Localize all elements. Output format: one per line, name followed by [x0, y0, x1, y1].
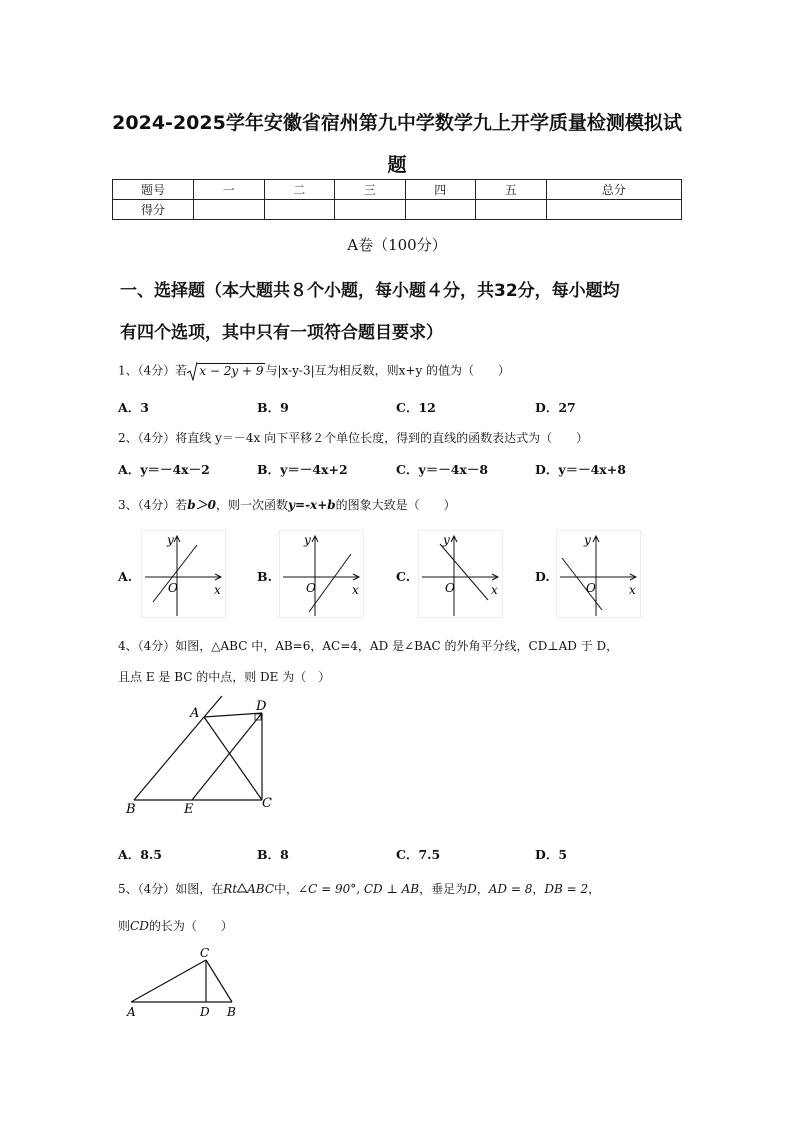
q5-line2-suffix: 的长为（ ）: [148, 919, 233, 933]
page-title-line1: 2024-2025学年安徽省宿州第九中学数学九上开学质量检测模拟试: [112, 112, 682, 134]
score-table: [112, 179, 682, 220]
q5-foot: D: [467, 882, 477, 896]
q5-cd: CD: [130, 919, 149, 933]
q1-option-c[interactable]: C．12: [396, 400, 436, 415]
section1-heading-line1: 一、选择题（本大题共８个小题，每小题４分，共32分，每小题均: [120, 281, 620, 301]
paper-a-heading: A卷（100分）: [347, 236, 447, 254]
question-1: [118, 361, 510, 381]
q4-option-c[interactable]: C．7.5: [396, 847, 441, 862]
q4-option-b[interactable]: B．8: [257, 847, 289, 862]
score-cell[interactable]: [264, 200, 335, 220]
score-cell[interactable]: [194, 200, 265, 220]
question-2: 2、（4分）将直线 y＝－4x 向下平移２个单位长度，得到的直线的函数表达式为（ ）: [118, 431, 589, 445]
q4-label-e: E: [184, 802, 194, 817]
graph-b-origin-label: O: [306, 581, 316, 595]
q4-option-a[interactable]: A．8.5: [118, 847, 162, 862]
sqrt-icon: [187, 361, 197, 381]
q5-triangle: ABC: [247, 882, 275, 896]
q5-db: DB = 2: [544, 882, 589, 896]
q5-rt: Rt: [223, 882, 238, 896]
q5-label-a: A: [127, 1005, 136, 1019]
question-4-line2: 且点 E 是 BC 的中点，则 DE 为（ ）: [118, 670, 331, 684]
q5-label-b: B: [227, 1005, 236, 1019]
q5-ad: AD = 8: [488, 882, 533, 896]
score-header-cell: 总分: [546, 180, 682, 200]
question-4-line1: 4、（4分）如图，△ABC 中，AB=6，AC=4，AD 是∠BAC 的外角平分线，CD⊥AD 于 D，: [118, 639, 619, 653]
graph-d-x-label: x: [629, 583, 636, 597]
q3-suffix: 的图象大致是（ ）: [335, 498, 456, 512]
q4-label-a: A: [190, 706, 200, 721]
q3-option-d-label[interactable]: D.: [535, 569, 550, 584]
q4-label-c: C: [262, 796, 272, 811]
graph-a-y-label: y: [167, 533, 174, 547]
q1-radicand: x − 2y + 9: [199, 363, 264, 378]
q1-option-b[interactable]: B．9: [257, 400, 289, 415]
q1-radical: [187, 361, 265, 381]
q5-mid: 中，: [274, 882, 299, 896]
score-cell[interactable]: [405, 200, 476, 220]
q5-figure: [120, 940, 250, 1020]
q3-option-b-label[interactable]: B.: [257, 569, 272, 584]
score-header-cell: 二: [264, 180, 335, 200]
graph-c-x-label: x: [491, 583, 498, 597]
score-cell[interactable]: [476, 200, 547, 220]
q2-option-d[interactable]: D．y＝－4x+8: [535, 462, 626, 477]
q1-suffix: 与|x-y-3|互为相反数，则x+y 的值为（ ）: [265, 363, 511, 378]
q5-prefix: 5、（4分）如图，在: [118, 882, 224, 896]
q4-label-d: D: [256, 699, 267, 714]
graph-c-y-label: y: [443, 533, 450, 547]
q1-prefix: 1、（4分）若: [118, 363, 188, 378]
q5-label-d: D: [200, 1005, 210, 1019]
q5-line2-prefix: 则: [118, 919, 131, 933]
graph-b-x-label: x: [352, 583, 359, 597]
graph-d-y-label: y: [584, 533, 591, 547]
q5-condition: ∠C = 90°, CD ⊥ AB: [298, 882, 420, 896]
q3-graph-b[interactable]: [279, 530, 364, 618]
page-title-line2: 题: [387, 154, 407, 176]
q4-label-b: B: [126, 802, 136, 817]
graph-a-x-label: x: [214, 583, 221, 597]
question-3: [118, 496, 456, 513]
score-header-cell: 一: [194, 180, 265, 200]
score-table-header-row: [113, 180, 682, 200]
q5-comma2: ，: [532, 882, 545, 896]
q2-option-a[interactable]: A．y＝－4x－2: [118, 462, 210, 477]
q3-option-c-label[interactable]: C.: [396, 569, 411, 584]
q5-text2: ，垂足为: [419, 882, 468, 896]
score-header-cell: 题号: [113, 180, 194, 200]
q3-function: y=-x+b: [288, 498, 336, 512]
q5-comma3: ，: [588, 882, 601, 896]
score-header-cell: 四: [405, 180, 476, 200]
q2-option-c[interactable]: C．y＝－4x－8: [396, 462, 489, 477]
triangle-icon: [237, 883, 247, 893]
q5-label-c: C: [200, 946, 210, 960]
q3-option-a-label[interactable]: A.: [118, 569, 133, 584]
score-cell[interactable]: [546, 200, 682, 220]
score-cell[interactable]: [335, 200, 406, 220]
q2-option-b[interactable]: B．y＝－4x+2: [257, 462, 348, 477]
score-table-score-row: [113, 200, 682, 220]
question-5-line2: [118, 917, 233, 934]
q4-figure: [120, 693, 280, 818]
q1-option-d[interactable]: D．27: [535, 400, 576, 415]
question-5-line1: [118, 880, 600, 897]
score-row-label: 得分: [113, 200, 194, 220]
q4-option-d[interactable]: D．5: [535, 847, 568, 862]
section1-heading-line2: 有四个选项，其中只有一项符合题目要求）: [120, 323, 443, 343]
score-header-cell: 三: [335, 180, 406, 200]
graph-d-origin-label: O: [586, 581, 596, 595]
q3-mid: ，则一次函数: [216, 498, 289, 512]
q3-graph-a[interactable]: [141, 530, 226, 618]
graph-b-y-label: y: [304, 533, 311, 547]
q1-option-a[interactable]: A．3: [118, 400, 149, 415]
q5-comma: ，: [476, 882, 489, 896]
q3-prefix: 3、（4分）若: [118, 498, 188, 512]
score-header-cell: 五: [476, 180, 547, 200]
q3-graph-c[interactable]: [418, 530, 503, 618]
q3-graph-d[interactable]: [556, 530, 641, 618]
q3-condition: b＞0: [187, 498, 217, 512]
graph-a-origin-label: O: [168, 581, 178, 595]
graph-c-origin-label: O: [445, 581, 455, 595]
